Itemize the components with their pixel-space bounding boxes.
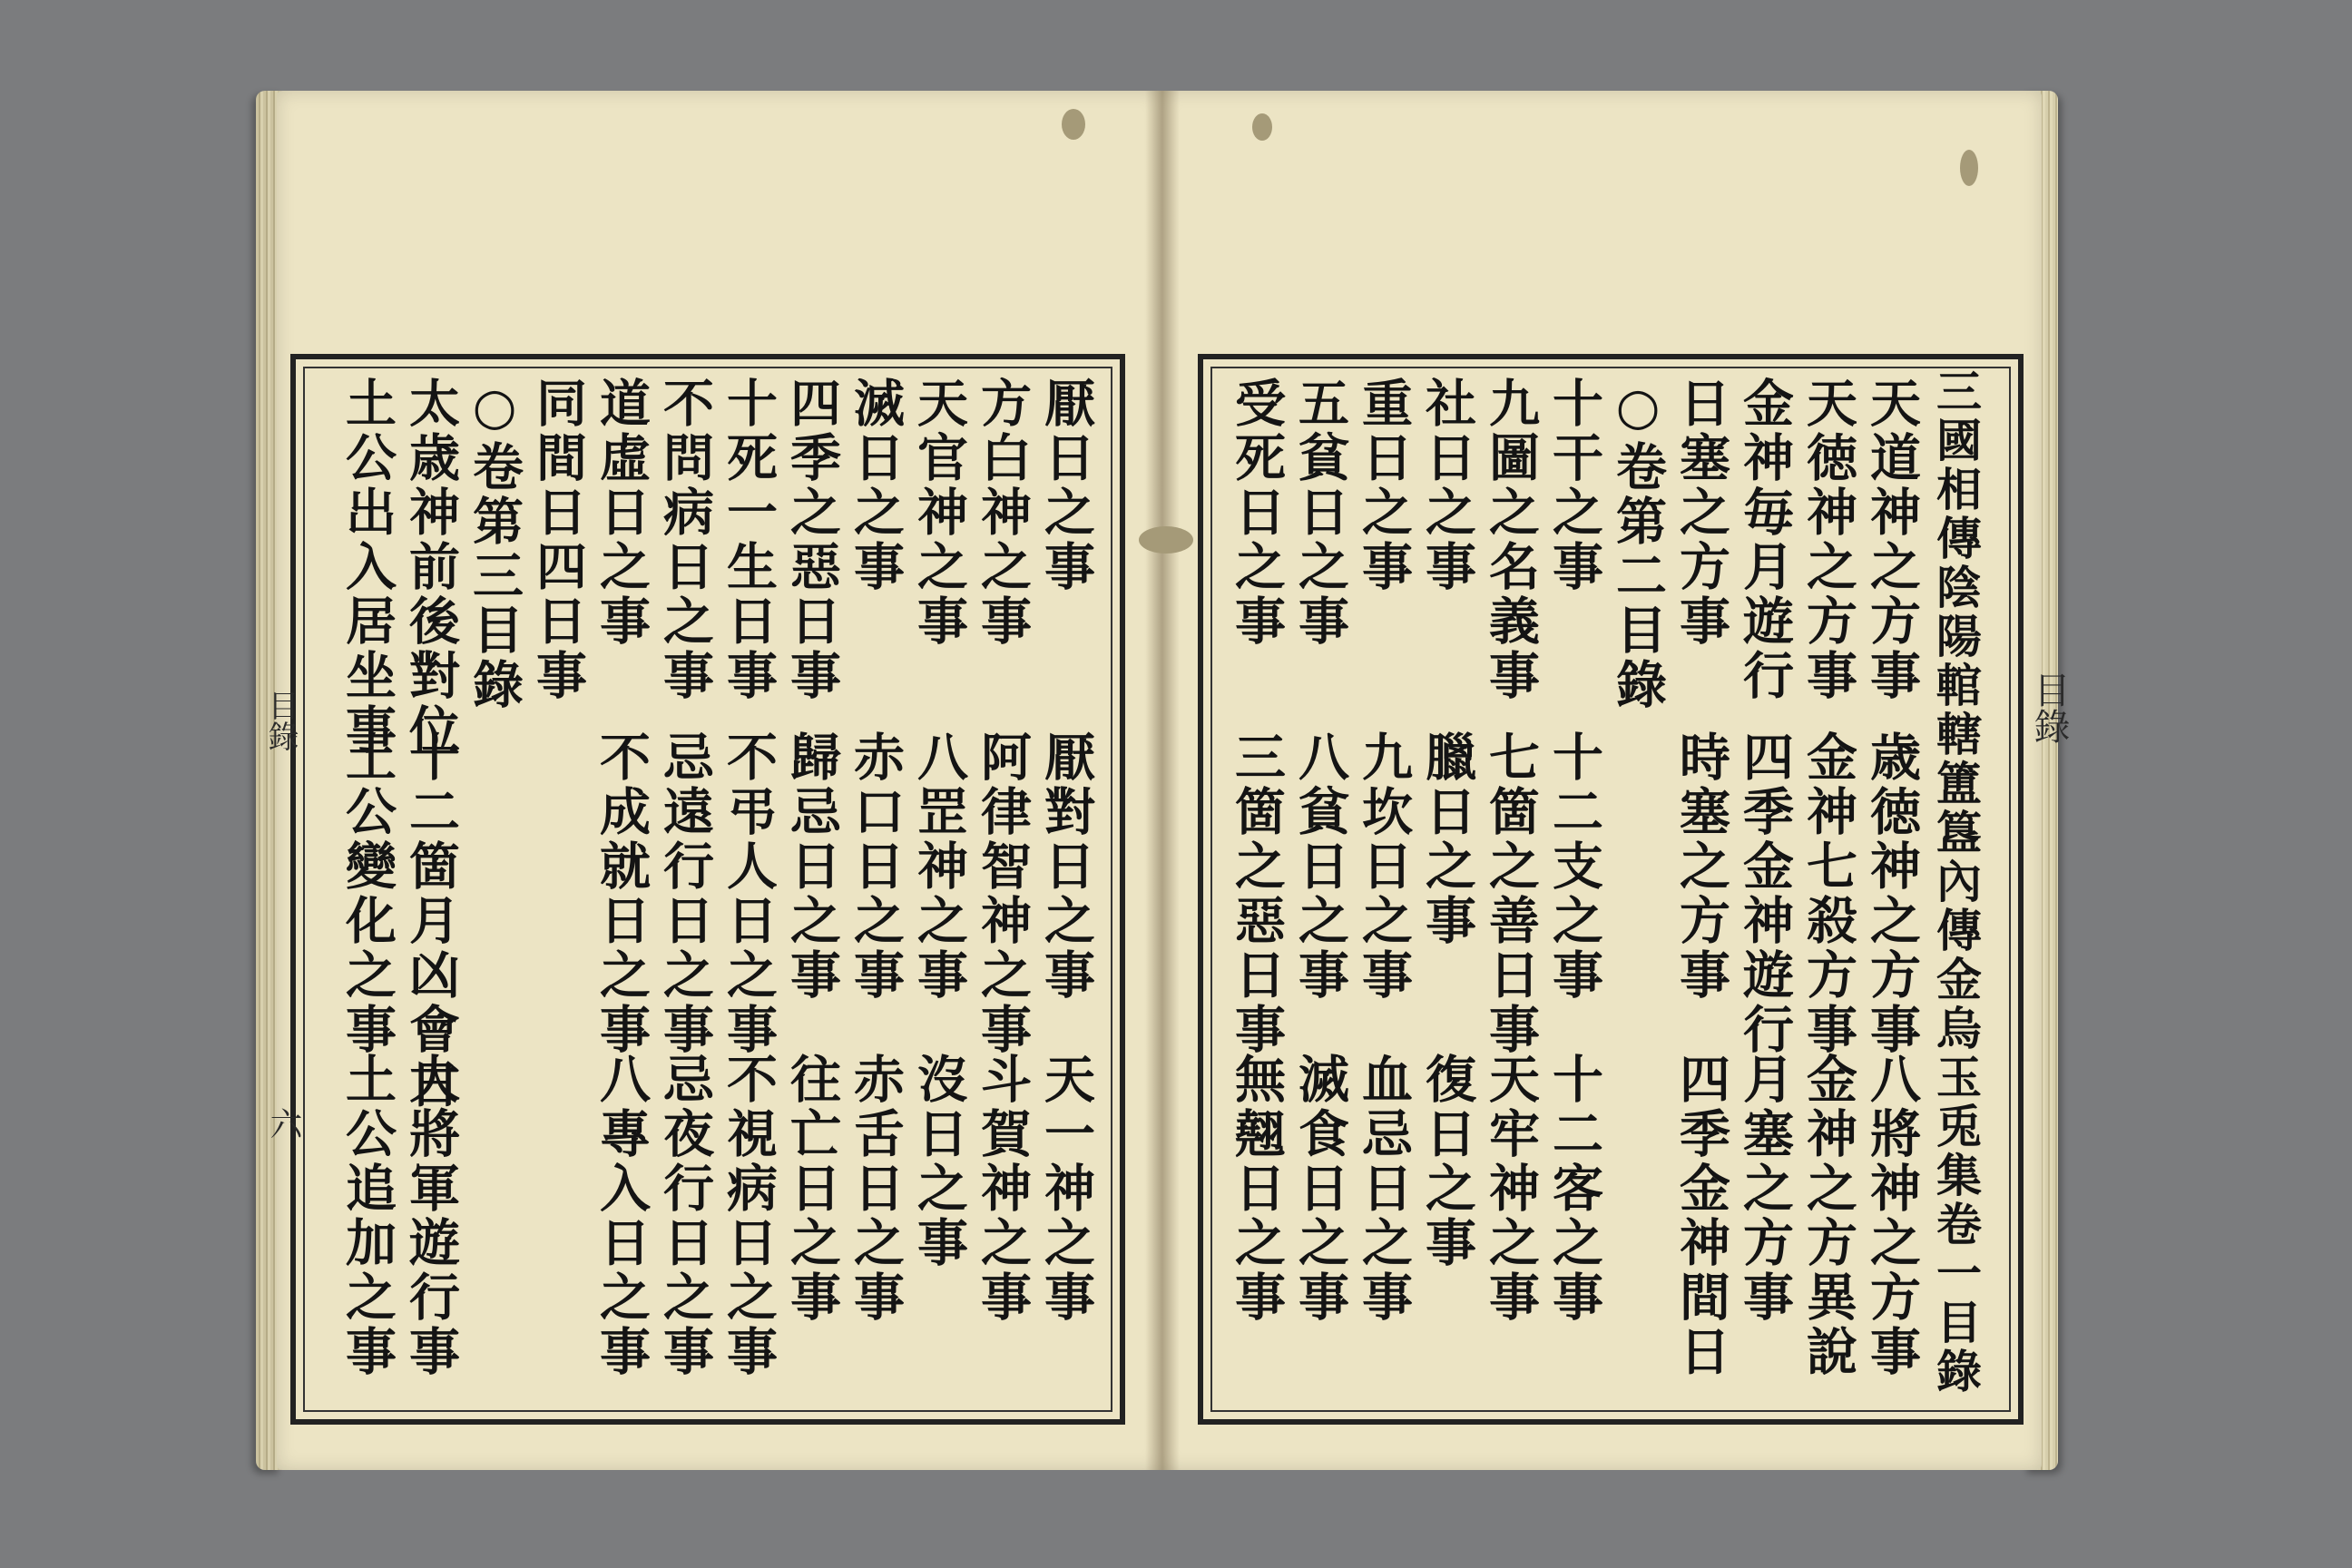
toc-entry: 八貧日之事 — [1290, 730, 1350, 1003]
toc-entry: 五貧日之事 — [1290, 377, 1350, 649]
toc-entry: 日塞之方事 — [1671, 377, 1731, 649]
wormhole-mark — [1960, 150, 1978, 186]
toc-entry: 天牢神之事 — [1481, 1053, 1541, 1325]
toc-entry: 十二箇月凶會日 — [401, 730, 461, 1112]
toc-entry: 金神毎月遊行 — [1735, 377, 1795, 703]
toc-entry: 滅食日之事 — [1290, 1053, 1350, 1325]
toc-entry: 天一神之事 — [1036, 1053, 1096, 1325]
toc-entry: 滅日之事 — [846, 377, 906, 594]
toc-entry: 十干之事 — [1544, 377, 1604, 594]
toc-entry: 天徳神之方事 — [1798, 377, 1858, 703]
toc-entry: 三國相傳陰陽輨轄簠簋內傳金烏玉兎集卷一目錄 — [1929, 368, 1983, 1396]
page-number: 六 — [265, 1107, 302, 1140]
toc-entry: 七箇之善日事 — [1481, 730, 1541, 1057]
toc-entry: 八罡神之事 — [909, 730, 969, 1003]
toc-entry: 受死日之事 — [1227, 377, 1287, 649]
toc-entry: 不成就日之事 — [592, 730, 652, 1057]
toc-entry: 天官神之事 — [909, 377, 969, 649]
toc-entry: ○卷第二目錄 — [1608, 377, 1668, 712]
toc-entry: 天道神之方事 — [1862, 377, 1922, 703]
toc-entry: 往亡日之事 — [782, 1053, 842, 1325]
toc-entry: 厭對日之事 — [1036, 730, 1096, 1003]
wormhole-mark — [1062, 109, 1085, 140]
toc-entry: 十死一生日事 — [719, 377, 779, 703]
toc-entry: 重日之事 — [1354, 377, 1414, 594]
toc-entry: 九圖之名義事 — [1481, 377, 1541, 703]
toc-entry: 同間日四日事 — [528, 377, 588, 703]
wormhole-mark — [1139, 526, 1193, 554]
toc-entry: 赤舌日之事 — [846, 1053, 906, 1325]
toc-entry: 不視病日之事 — [719, 1053, 779, 1379]
toc-entry: ○卷第三目錄 — [465, 377, 524, 712]
toc-entry: 月塞之方事 — [1735, 1053, 1795, 1325]
toc-entry: 赤口日之事 — [846, 730, 906, 1003]
toc-entry: 土公變化之事 — [338, 730, 397, 1057]
toc-entry: 四季金神遊行 — [1735, 730, 1795, 1057]
margin-label: 目錄 — [2028, 671, 2070, 744]
toc-entry: 方白神之事 — [973, 377, 1033, 649]
toc-entry: 土公出入居坐事 — [338, 377, 397, 758]
toc-entry: 歳徳神之方事 — [1862, 730, 1922, 1057]
toc-entry: 道虛日之事 — [592, 377, 652, 649]
toc-entry: 十二客之事 — [1544, 1053, 1604, 1325]
toc-entry: 血忌日之事 — [1354, 1053, 1414, 1325]
toc-entry: 臘日之事 — [1417, 730, 1477, 948]
toc-entry: 大將軍遊行事 — [401, 1053, 461, 1379]
toc-entry: 厭日之事 — [1036, 377, 1096, 594]
toc-entry: 九坎日之事 — [1354, 730, 1414, 1003]
toc-entry: 金神七殺方事 — [1798, 730, 1858, 1057]
toc-entry: 斗賀神之事 — [973, 1053, 1033, 1325]
wormhole-mark — [1252, 113, 1272, 141]
toc-entry: 時塞之方事 — [1671, 730, 1731, 1003]
toc-entry: 復日之事 — [1417, 1053, 1477, 1270]
book-gutter — [1145, 91, 1180, 1470]
toc-entry: 四季金神間日 — [1671, 1053, 1731, 1379]
toc-entry: 沒日之事 — [909, 1053, 969, 1270]
toc-entry: 土公追加之事 — [338, 1053, 397, 1379]
toc-entry: 三箇之惡日事 — [1227, 730, 1287, 1057]
toc-entry: 十二支之事 — [1544, 730, 1604, 1003]
toc-entry: 阿律智神之事 — [973, 730, 1033, 1057]
toc-entry: 不弔人日之事 — [719, 730, 779, 1057]
toc-entry: 忌夜行日之事 — [655, 1053, 715, 1379]
toc-entry: 太歳神前後對位 — [401, 377, 461, 758]
toc-entry: 無翹日之事 — [1227, 1053, 1287, 1325]
toc-entry: 不問病日之事 — [655, 377, 715, 703]
toc-entry: 八專入日之事 — [592, 1053, 652, 1379]
toc-entry: 忌遠行日之事 — [655, 730, 715, 1057]
toc-entry: 金神之方異說 — [1798, 1053, 1858, 1379]
toc-entry: 社日之事 — [1417, 377, 1477, 594]
left-margin-label: 目錄 — [262, 690, 299, 751]
toc-entry: 歸忌日之事 — [782, 730, 842, 1003]
toc-entry: 八將神之方事 — [1862, 1053, 1922, 1379]
toc-entry: 四季之惡日事 — [782, 377, 842, 703]
